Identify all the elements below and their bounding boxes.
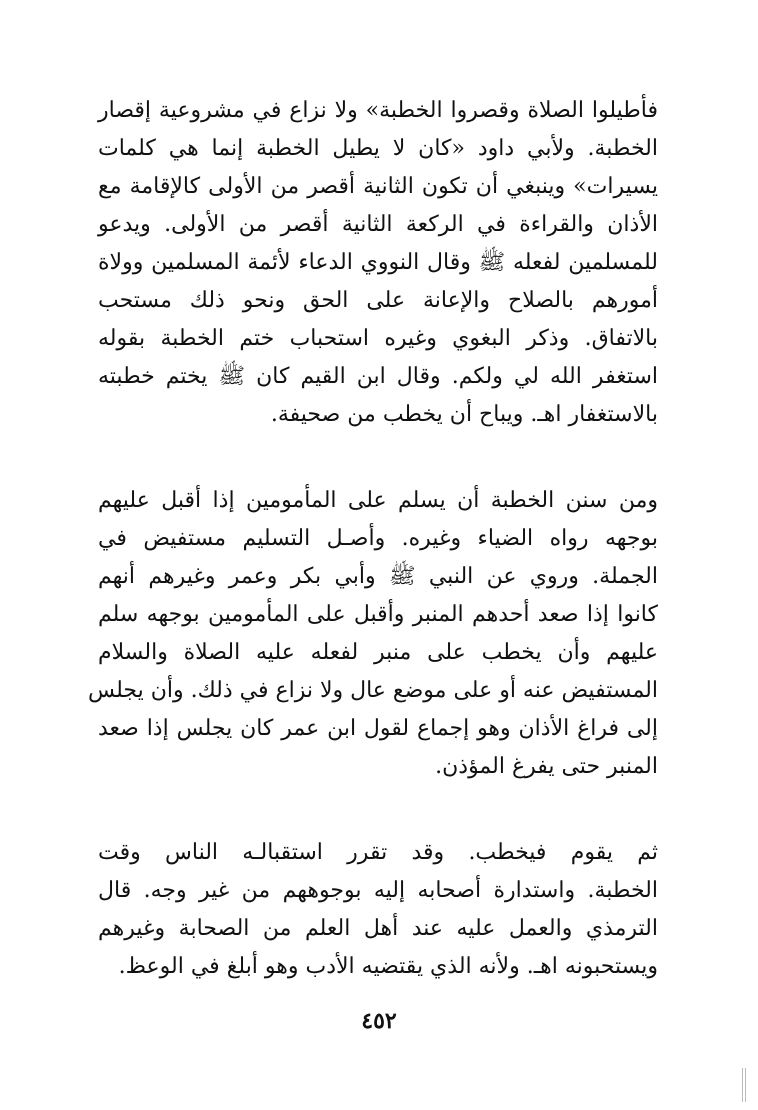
text-line: الخطبة. ولأبي داود «كان لا يطيل الخطبة إنما هي كلمات [98,136,658,161]
text-line: بالاتفاق. وذكر البغوي وغيره استحباب ختم الخطبة بقوله [98,326,658,351]
text-line: الترمذي والعمل عليه عند أهل العلم من الصحابة وغيرهم [98,916,658,941]
text-line: بوجهه رواه الضياء وغيره. وأصـل التسليم مستفيض في [98,526,658,551]
text-line: للمسلمين لفعله ﷺ وقال النووي الدعاء لأئمة المسلمين وولاة [98,250,658,275]
text-line: ويستحبونه اهـ. ولأنه الذي يقتضيه الأدب وهو أبلغ في الوعظ. [118,954,658,979]
text-line: الأذان والقراءة في الركعة الثانية أقصر من الأولى. ويدعو [98,212,658,237]
text-line: ومن سنن الخطبة أن يسلم على المأمومين إذا أقبل عليهم [98,488,658,513]
paragraph-3 [98,834,658,986]
text-line: الخطبة. واستدارة أصحابه إليه بوجوههم من غير وجه. قال [98,878,658,903]
text-line: المنبر حتى يفرغ المؤذن. [435,754,658,779]
page-number: ٤٥٢ [361,1008,397,1034]
page-edge-mark [742,1068,746,1102]
text-line: كانوا إذا صعد أحدهم المنبر وأقبل على المأمومين بوجهه سلم [98,602,658,627]
text-line: ثم يقوم فيخطب. وقد تقرر استقبالـه الناس وقت [98,840,658,865]
text-line: بالاستغفار اهـ. ويباح أن يخطب من صحيفة. [270,402,658,427]
text-line: استغفر الله لي ولكم. وقال ابن القيم كان ﷺ يختم خطبته [98,364,658,389]
text-line: الجملة. وروي عن النبي ﷺ وأبي بكر وعمر وغيرهم أنهم [98,564,658,589]
text-line: إلى فراغ الأذان وهو إجماع لقول ابن عمر كان يجلس إذا صعد [98,716,658,741]
text-line: فأطيلوا الصلاة وقصروا الخطبة» ولا نزاع في مشروعية إقصار [98,98,658,123]
text-line: يسيرات» وينبغي أن تكون الثانية أقصر من الأولى كالإقامة مع [98,174,658,199]
text-line: عليهم وأن يخطب على منبر لفعله عليه الصلاة والسلام [98,640,658,665]
paragraph-1 [98,92,658,434]
text-line: أمورهم بالصلاح والإعانة على الحق ونحو ذلك مستحب [98,288,658,313]
paragraph-2 [88,482,658,786]
text-line: المستفيض عنه أو على موضع عال ولا نزاع في ذلك. وأن يجلس [88,678,658,703]
